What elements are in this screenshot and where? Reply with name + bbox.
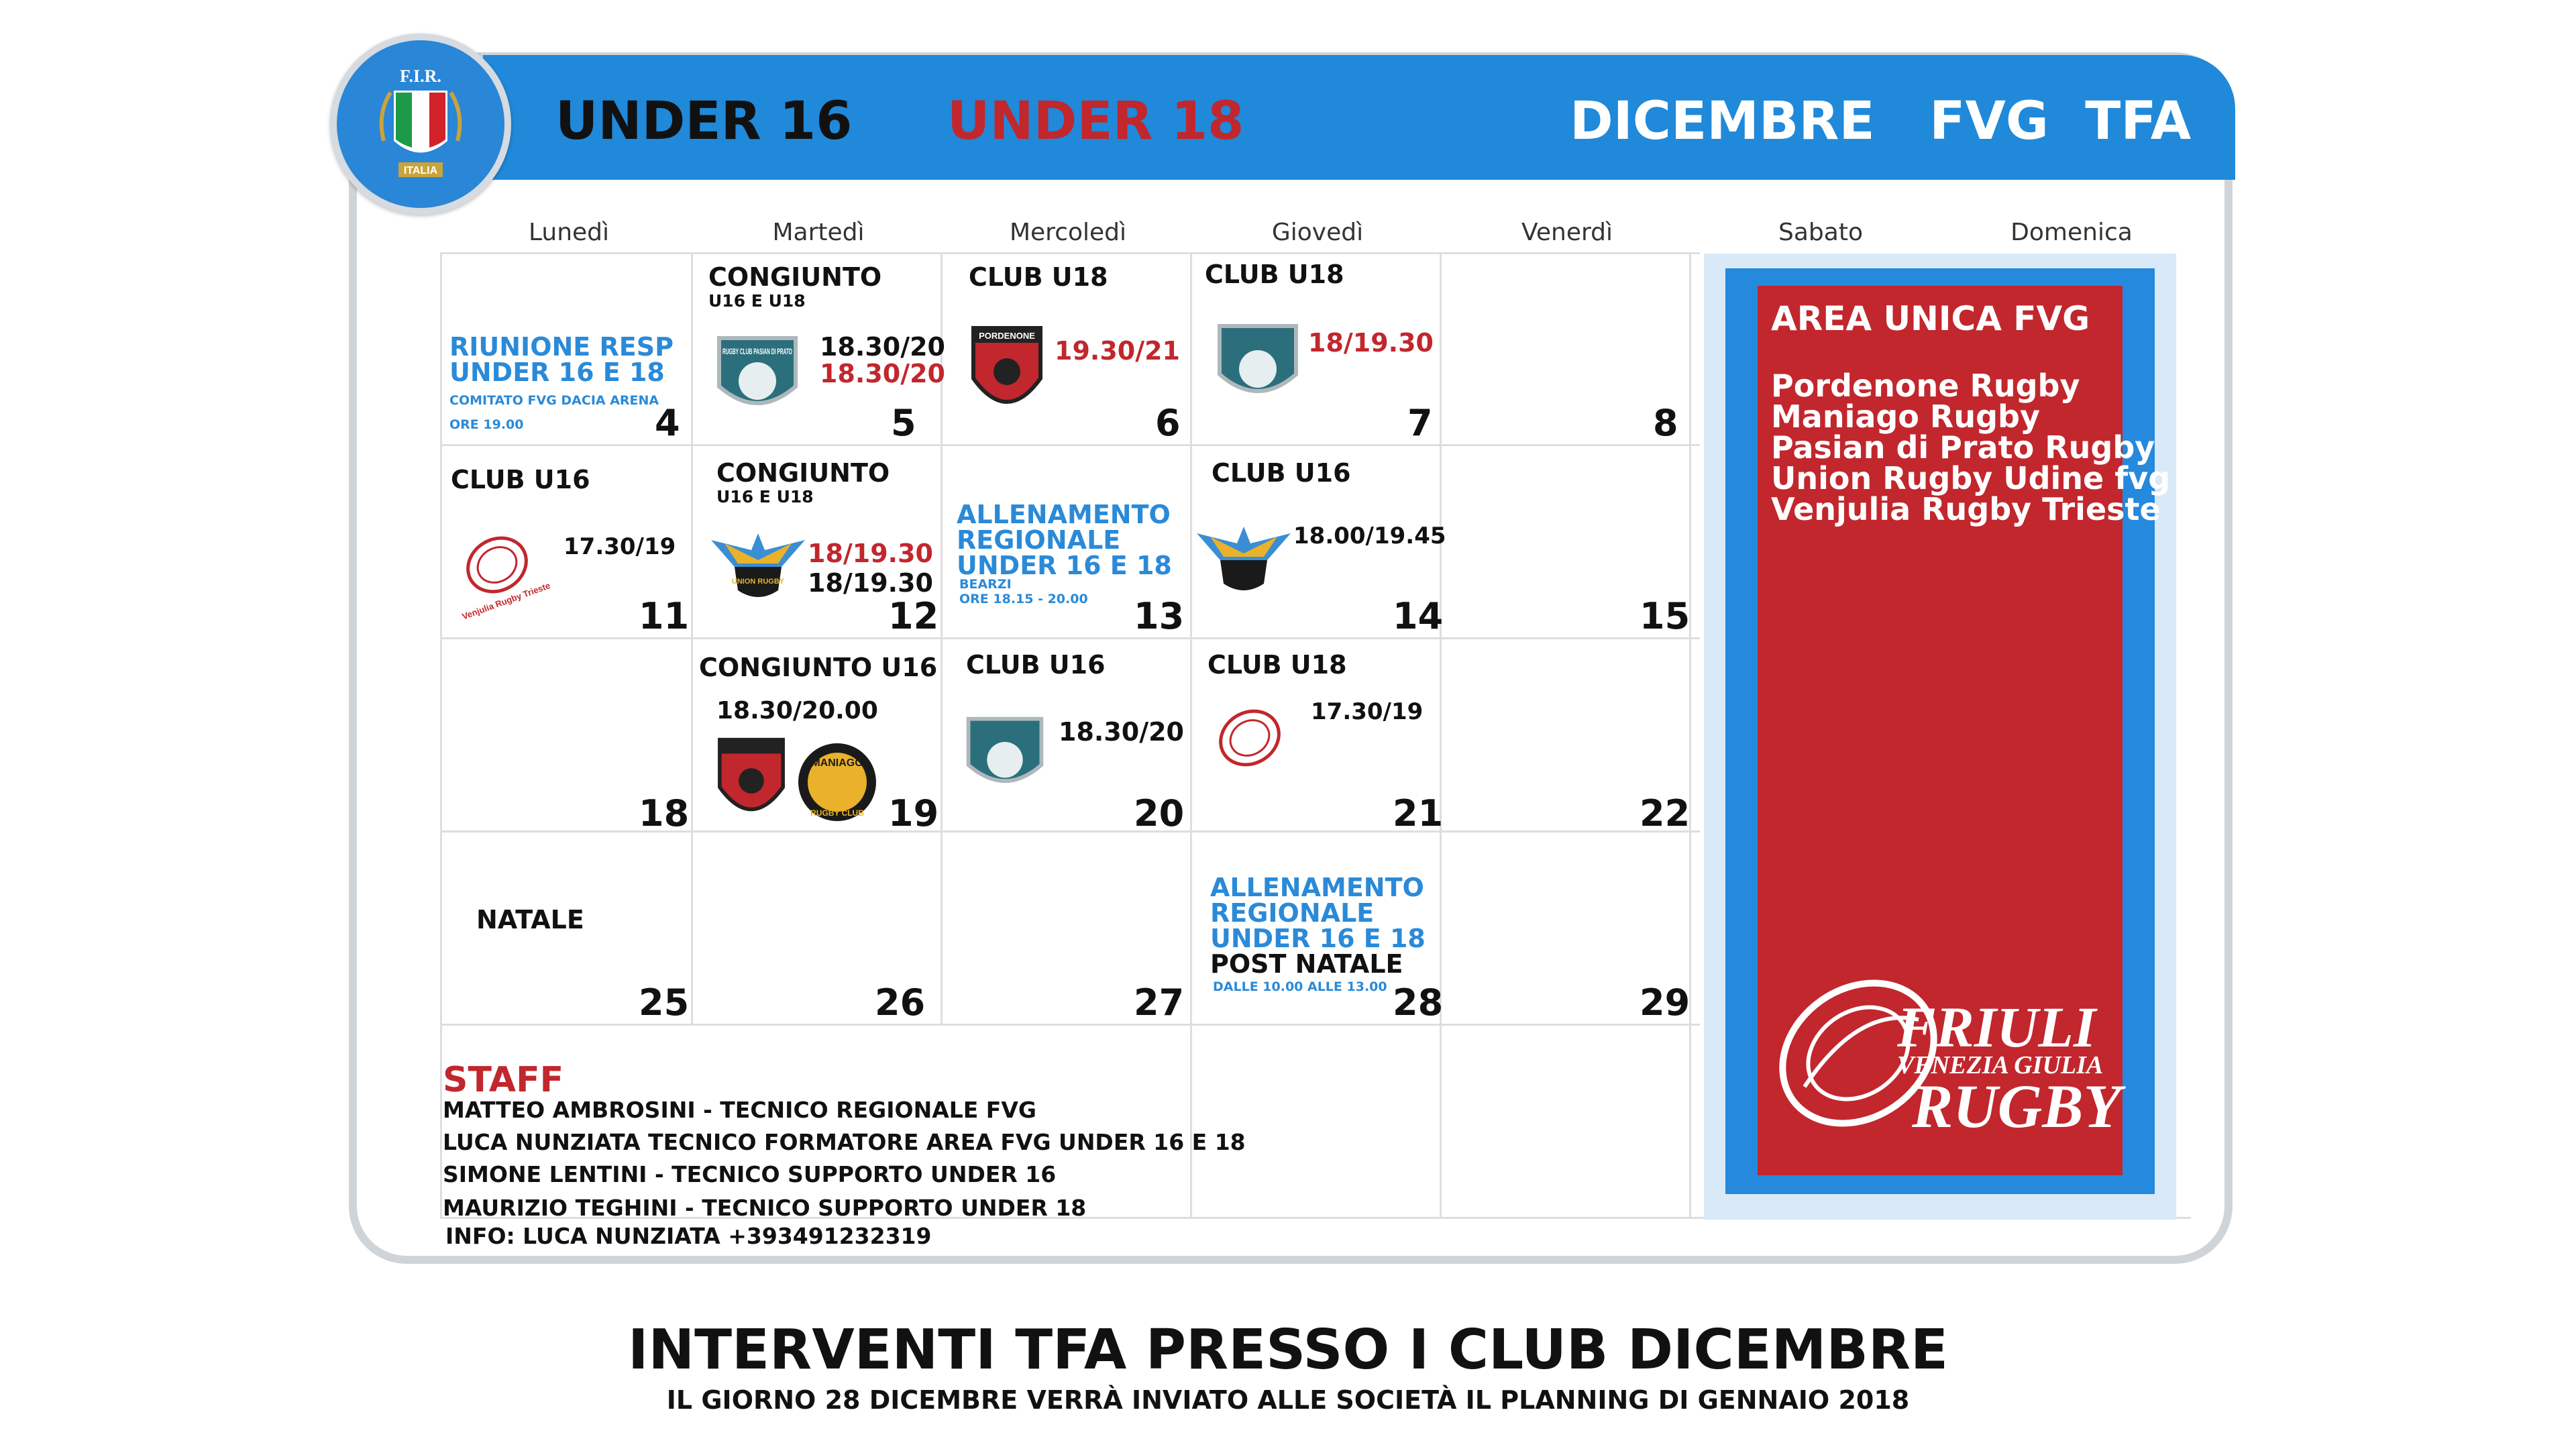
day-number-21: 21: [1393, 792, 1444, 835]
month-heading: DICEMBRE FVG TFA: [1570, 91, 2192, 152]
event-time2-12: 18/19.30: [808, 568, 933, 598]
maniago-logo: [796, 741, 879, 826]
day-header-friday: Venerdì: [1521, 219, 1613, 246]
udine-logo: [1197, 523, 1291, 600]
event-title-19: CONGIUNTO U16: [699, 653, 938, 682]
day-number-11: 11: [639, 595, 690, 637]
event-title-20: CLUB U16: [966, 650, 1106, 680]
staff-title: STAFF: [443, 1060, 564, 1100]
side-club-3: Pasian di Prato Rugby: [1771, 429, 2155, 466]
event-time1-5: 18.30/20: [820, 332, 945, 362]
fir-logo: [330, 34, 511, 215]
side-club-2: Maniago Rugby: [1771, 398, 2040, 435]
maniago-logo-text: MANIAGO: [811, 757, 863, 769]
day-number-25: 25: [639, 981, 690, 1024]
staff-line-3: SIMONE LENTINI - TECNICO SUPPORTO UNDER 16: [443, 1161, 1057, 1187]
day-number-6: 6: [1155, 402, 1181, 444]
event-time1-6: 19.30/21: [1055, 336, 1180, 366]
staff-line-2: LUCA NUNZIATA TECNICO FORMATORE AREA FVG UNDER 16 E 18: [443, 1129, 1246, 1155]
day-number-27: 27: [1134, 981, 1185, 1024]
day-number-4: 4: [655, 402, 680, 444]
day-header-monday: Lunedì: [528, 219, 610, 246]
event-title-7: CLUB U18: [1205, 260, 1344, 289]
friuli-logo-line3: RUGBY: [1912, 1072, 2121, 1140]
event-time1-20: 18.30/20: [1059, 717, 1184, 747]
day-number-19: 19: [888, 792, 939, 835]
under18-heading: UNDER 18: [947, 91, 1244, 152]
venjulia-logo: [1213, 698, 1300, 788]
day-number-15: 15: [1640, 595, 1690, 637]
pasian-logo: [963, 714, 1046, 800]
day-number-14: 14: [1393, 595, 1444, 637]
venjulia-logo-text: Venjulia Rugby Trieste: [460, 580, 552, 622]
pordenone-logo: [716, 737, 786, 828]
day-number-28: 28: [1393, 981, 1444, 1024]
staff-line-4: MAURIZIO TEGHINI - TECNICO SUPPORTO UNDER 18: [443, 1195, 1087, 1221]
event-time2-5: 18.30/20: [820, 359, 945, 388]
day-number-18: 18: [639, 792, 690, 835]
day-header-wednesday: Mercoledì: [1009, 219, 1127, 246]
under16-heading: UNDER 16: [555, 91, 853, 152]
fir-logo-text: F.I.R.: [400, 66, 441, 86]
side-club-5: Venjulia Rugby Trieste: [1771, 491, 2161, 527]
event-time1-19: 18.30/20.00: [716, 697, 878, 724]
day-number-29: 29: [1640, 981, 1690, 1024]
day-header-saturday: Sabato: [1778, 219, 1863, 246]
day-header-tuesday: Martedì: [772, 219, 865, 246]
event-title-6: CLUB U18: [969, 262, 1108, 292]
udine-logo: [711, 530, 805, 606]
event-time1-14: 18.00/19.45: [1293, 523, 1446, 549]
day-number-7: 7: [1407, 402, 1433, 444]
side-panel-title: AREA UNICA FVG: [1771, 299, 2090, 338]
fir-shield-icon: [337, 40, 504, 208]
event-sub-28: DALLE 10.00 ALLE 13.00: [1213, 979, 1387, 994]
day-number-26: 26: [875, 981, 926, 1024]
day-header-thursday: Giovedì: [1271, 219, 1364, 246]
friuli-logo-line1: FRIULI: [1897, 995, 2096, 1059]
udine-logo-text: UNION RUGBY: [731, 578, 785, 586]
event-sub-12: U16 E U18: [716, 487, 814, 506]
event-sub-13: BEARZI: [959, 577, 1012, 592]
event-time1-12: 18/19.30: [808, 539, 933, 568]
event-title-12: CONGIUNTO: [716, 458, 890, 488]
event-time1-11: 17.30/19: [564, 533, 676, 560]
event-title-11: CLUB U16: [451, 465, 590, 494]
event-time1-7: 18/19.30: [1308, 328, 1434, 358]
event-title2-28: POST NATALE: [1210, 949, 1403, 979]
event-sub-4: COMITATO FVG DACIA ARENA: [449, 393, 659, 408]
day-number-5: 5: [891, 402, 916, 444]
side-club-1: Pordenone Rugby: [1771, 368, 2080, 404]
event-title-5: CONGIUNTO: [708, 262, 882, 292]
day-number-12: 12: [888, 595, 939, 637]
footer-title: INTERVENTI TFA PRESSO I CLUB DICEMBRE: [627, 1318, 1949, 1382]
event-title-14: CLUB U16: [1212, 458, 1351, 488]
event-title-4: RIUNIONE RESP UNDER 16 E 18: [449, 332, 674, 387]
side-club-4: Union Rugby Udine fvg: [1771, 460, 2171, 496]
footer-subtitle: IL GIORNO 28 DICEMBRE VERRÀ INVIATO ALLE SOCIETÀ IL PLANNING DI GENNAIO 2018: [666, 1385, 1910, 1415]
day-number-22: 22: [1640, 792, 1690, 835]
event-sub-5: U16 E U18: [708, 291, 806, 311]
staff-info-line: INFO: LUCA NUNZIATA +393491232319: [445, 1223, 932, 1249]
event-title-28: ALLENAMENTO REGIONALE UNDER 16 E 18: [1210, 873, 1426, 953]
fir-logo-subtext: ITALIA: [403, 165, 438, 176]
friuli-rugby-logo: [1764, 966, 2121, 1157]
pasian-logo: [714, 333, 801, 423]
pasian-logo: [1214, 321, 1301, 411]
event-sub2-13: ORE 18.15 - 20.00: [959, 592, 1088, 606]
event-title-13: ALLENAMENTO REGIONALE UNDER 16 E 18: [957, 500, 1172, 580]
day-header-sunday: Domenica: [2010, 219, 2133, 246]
event-title-25: NATALE: [476, 905, 584, 934]
pasian-logo-text: RUGBY CLUB PASIAN DI PRATO: [722, 347, 792, 356]
staff-line-1: MATTEO AMBROSINI - TECNICO REGIONALE FVG: [443, 1097, 1036, 1123]
pordenone-logo: [970, 325, 1044, 421]
day-number-20: 20: [1134, 792, 1185, 835]
event-sub2-4: ORE 19.00: [449, 417, 524, 432]
day-number-8: 8: [1653, 402, 1678, 444]
event-title-21: CLUB U18: [1208, 650, 1347, 680]
event-time1-21: 17.30/19: [1311, 698, 1424, 725]
pordenone-logo-text: PORDENONE: [979, 331, 1035, 341]
venjulia-logo: [460, 525, 552, 622]
friuli-logo-line2: VENEZIA GIULIA: [1897, 1051, 2104, 1079]
day-number-13: 13: [1134, 595, 1185, 637]
maniago-logo-subtext: RUGBY CLUB: [810, 808, 864, 818]
